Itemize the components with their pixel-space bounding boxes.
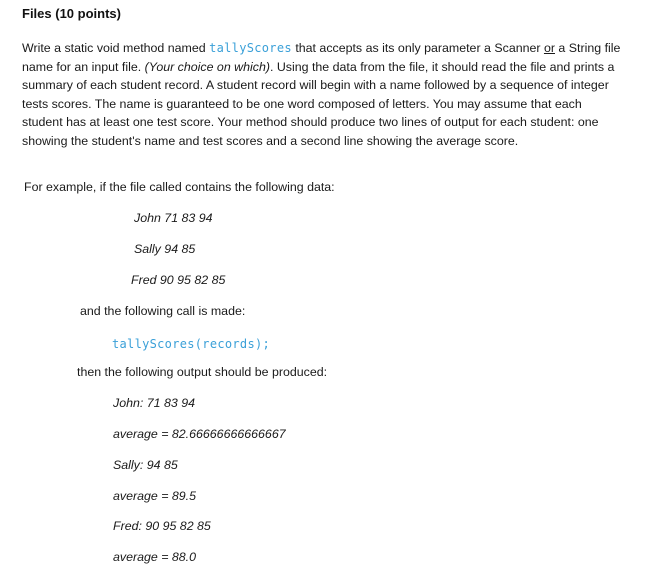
description-text-1: Write a static void method named	[22, 41, 210, 55]
example-intro: For example, if the file called contains the following data:	[24, 180, 335, 194]
call-intro: and the following call is made:	[80, 304, 246, 318]
output-line-4: average = 89.5	[113, 489, 197, 503]
choice-note: (Your choice on which)	[144, 59, 270, 74]
file-line-2: Sally 94 85	[134, 242, 196, 256]
description-text-2: that accepts as its only parameter a Scanner	[291, 41, 544, 55]
description-text-4: . Using the data from the file, it should read the file and prints a summary of each student record. A student record will begin with a name followed by a sequence of integer tests scores. The name is guaranteed to be one word composed of letters. You may assume that each student has at least one test score. Your method should produce two lines of output for each student: one showing the student's name and test scores and a second line showing the average score.	[22, 59, 615, 148]
output-intro: then the following output should be produced:	[77, 365, 328, 379]
file-line-1: John 71 83 94	[134, 211, 213, 225]
output-line-6: average = 88.0	[113, 550, 197, 564]
or-underlined: or	[543, 41, 555, 55]
description-text-3: a String file name for an input file.	[22, 41, 621, 74]
section-title: Files (10 points)	[22, 6, 121, 21]
problem-description	[22, 39, 622, 150]
call-code: tallyScores(records);	[112, 337, 271, 351]
output-line-3: Sally: 94 85	[113, 458, 178, 472]
method-name-code: tallyScores	[209, 41, 292, 55]
output-line-5: Fred: 90 95 82 85	[113, 519, 211, 533]
output-line-1: John: 71 83 94	[113, 396, 195, 410]
output-line-2: average = 82.66666666666667	[113, 427, 286, 441]
file-line-3: Fred 90 95 82 85	[131, 273, 226, 287]
